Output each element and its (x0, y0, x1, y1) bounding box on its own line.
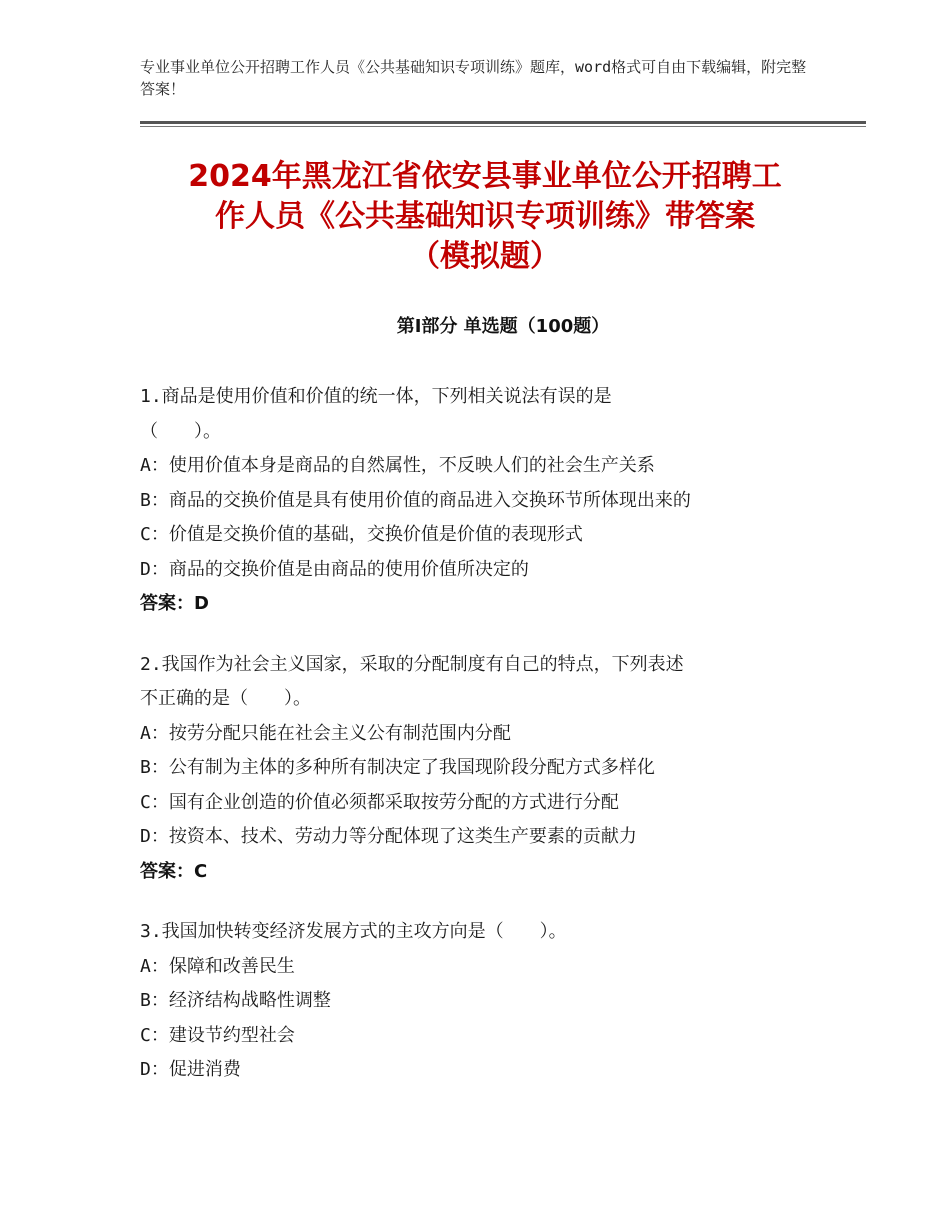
question-list (140, 380, 820, 1114)
question-2 (140, 648, 820, 890)
option-c: C：国有企业创造的价值必须都采取按劳分配的方式进行分配 (140, 791, 619, 813)
title-line: 2024年黑龙江省依安县事业单位公开招聘工 (188, 159, 782, 194)
answer: 答案：C (140, 860, 208, 882)
option-a: A：保障和改善民生 (140, 955, 295, 977)
title-line: （模拟题） (410, 239, 560, 274)
document-title (120, 157, 850, 277)
question-stem-line: 2.我国作为社会主义国家，采取的分配制度有自己的特点，下列表述 (140, 653, 684, 675)
option-d: D：商品的交换价值是由商品的使用价值所决定的 (140, 558, 529, 580)
option-c: C：建设节约型社会 (140, 1024, 295, 1046)
option-d: D：促进消费 (140, 1059, 241, 1080)
header-rule-thin (140, 126, 866, 127)
header-note: 专业事业单位公开招聘工作人员《公共基础知识专项训练》题库，word格式可自由下载编辑，附完整答案！ (140, 58, 807, 98)
answer: 答案：D (140, 593, 209, 614)
question-3 (140, 915, 820, 1088)
question-stem-line: 不正确的是（ ）。 (140, 688, 311, 709)
option-d: D：按资本、技术、劳动力等分配体现了这类生产要素的贡献力 (140, 826, 637, 847)
question-stem-line: 3.我国加快转变经济发展方式的主攻方向是（ ）。 (140, 921, 567, 942)
option-b: B：公有制为主体的多种所有制决定了我国现阶段分配方式多样化 (140, 757, 655, 778)
section-title: 第Ⅰ部分 单选题（100题） (396, 316, 610, 337)
question-stem-line: （ ）。 (140, 420, 221, 442)
question-stem-line: 1.商品是使用价值和价值的统一体，下列相关说法有误的是 (140, 386, 612, 407)
question-1 (140, 380, 820, 622)
option-b: B：商品的交换价值是具有使用价值的商品进入交换环节所体现出来的 (140, 489, 691, 511)
title-line: 作人员《公共基础知识专项训练》带答案 (215, 199, 755, 234)
header-rule-thick (140, 121, 866, 124)
option-c: C：价值是交换价值的基础，交换价值是价值的表现形式 (140, 524, 583, 545)
option-a: A：按劳分配只能在社会主义公有制范围内分配 (140, 722, 511, 744)
option-b: B：经济结构战略性调整 (140, 990, 331, 1011)
option-a: A：使用价值本身是商品的自然属性，不反映人们的社会生产关系 (140, 455, 655, 476)
